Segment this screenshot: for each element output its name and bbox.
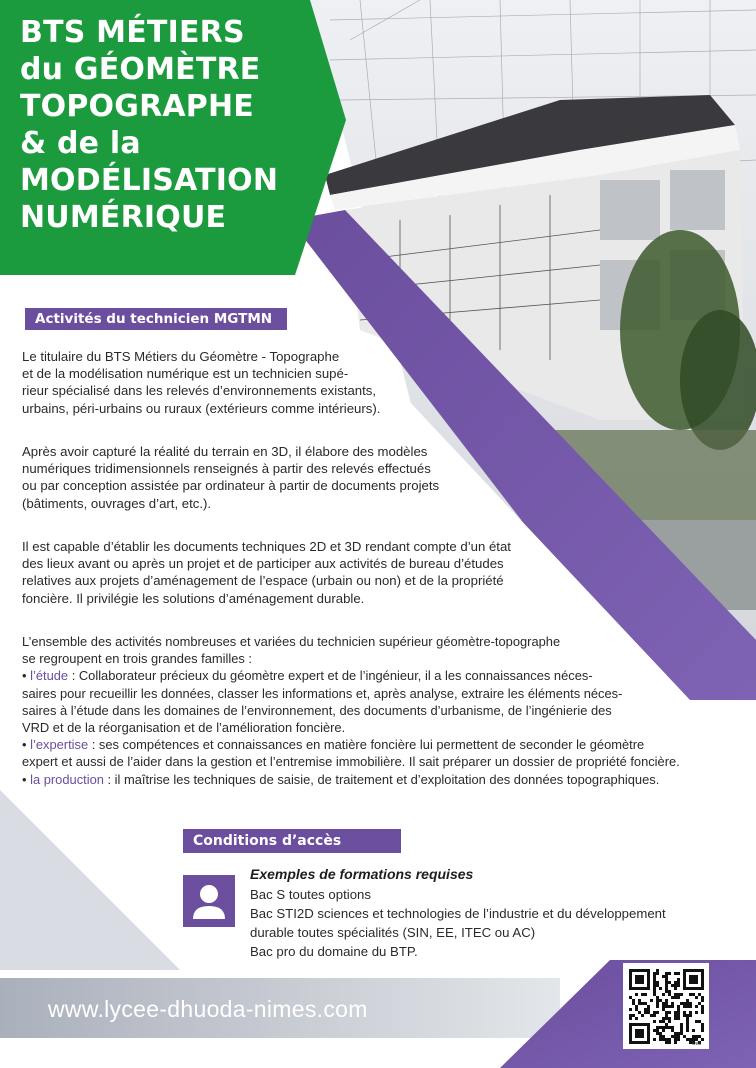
formation-item: Bac S toutes options xyxy=(250,887,371,902)
website-link[interactable]: www.lycee-dhuoda-nimes.com xyxy=(48,996,368,1022)
qr-code[interactable] xyxy=(623,963,709,1049)
main-title xyxy=(20,14,320,236)
paragraph-intro: Le titulaire du BTS Métiers du Géomètre - Topographe et de la modélisation numérique est un technicien supé- rieur spécialisé dans les relevés d’environnements existants, urbains, péri-urbains ou ruraux (extérieurs comme intérieurs). xyxy=(22,349,381,416)
list-item-production: • la production : il maîtrise les techniques de saisie, de traitement et d’exploitation des données topographiques. xyxy=(22,771,660,787)
person-icon xyxy=(183,875,235,927)
paragraph-documents: Il est capable d’établir les documents techniques 2D et 3D rendant compte d’un état des lieux avant ou après un projet et de participer aux activités de bureau d’études relatives aux projets d’aménagement de l’espace (urbain ou non) et de la propriété foncière. Il privilégie les solutions d’aménagement durable. xyxy=(22,539,511,606)
title-line: BTS MÉTIERS xyxy=(20,15,245,50)
formations-title: Exemples de formations requises xyxy=(250,866,474,882)
list-item-expertise: • l’expertise : ses compétences et connaissances en matière foncière lui permettent de seconder le géomètre xyxy=(22,737,645,753)
formation-item: Bac STI2D sciences et technologies de l’industrie et du développement xyxy=(250,906,666,921)
etude-label: l’étude xyxy=(30,668,69,684)
paragraph-families: L’ensemble des activités nombreuses et variées du technicien supérieur géomètre-topographe se regroupent en trois grandes familles : • l’étude : Collaborateur précieux du géomètre expert et de l’ingénieur, il a les connaissances néces- saires pour recueillir les données, classer les informations et, après analyse, extraire les éléments néces- saires à l’étude dans les domaines de l’environnement, des documents d’urbanisme, de l’ingénierie des VRD et de la réorganisation et de l’amélioration foncière. • l’expertise : ses compétences et connaissances en matière foncière lui permettent de seconder le géomètre expert et aussi de l’aider dans la gestion et l’entremise immobilière. Il sait préparer un dossier de propriété foncière. • la production : il maîtrise les techniques de saisie, de traitement et d’exploitation des données topographiques. xyxy=(22,634,680,787)
title-line: TOPOGRAPHE xyxy=(20,89,254,124)
conditions-heading: Conditions d’accès xyxy=(183,829,401,853)
formation-item: Bac pro du domaine du BTP. xyxy=(250,944,418,959)
qr-pattern xyxy=(623,963,709,1049)
paragraph-3d: Après avoir capturé la réalité du terrain en 3D, il élabore des modèles numériques tridimensionnels renseignés à partir des relevés effectués ou par conception assistée par ordinateur à partir de documents projets (bâtiments, ouvrages d’art, etc.). xyxy=(22,444,440,511)
title-line: du GÉOMÈTRE xyxy=(20,52,261,87)
activities-heading: Activités du technicien MGTMN xyxy=(25,308,287,330)
title-line: MODÉLISATION xyxy=(20,163,279,198)
title-line: & de la xyxy=(20,126,141,161)
list-item-etude: • l’étude : Collaborateur précieux du géomètre expert et de l’ingénieur, il a les connaissances néces- xyxy=(22,668,593,684)
title-line: NUMÉRIQUE xyxy=(20,200,227,235)
formation-item: durable toutes spécialités (SIN, EE, ITEC ou AC) xyxy=(250,925,536,940)
expertise-label: l’expertise xyxy=(30,737,89,753)
production-label: la production xyxy=(30,771,104,787)
qr-label: web xyxy=(692,1041,702,1047)
